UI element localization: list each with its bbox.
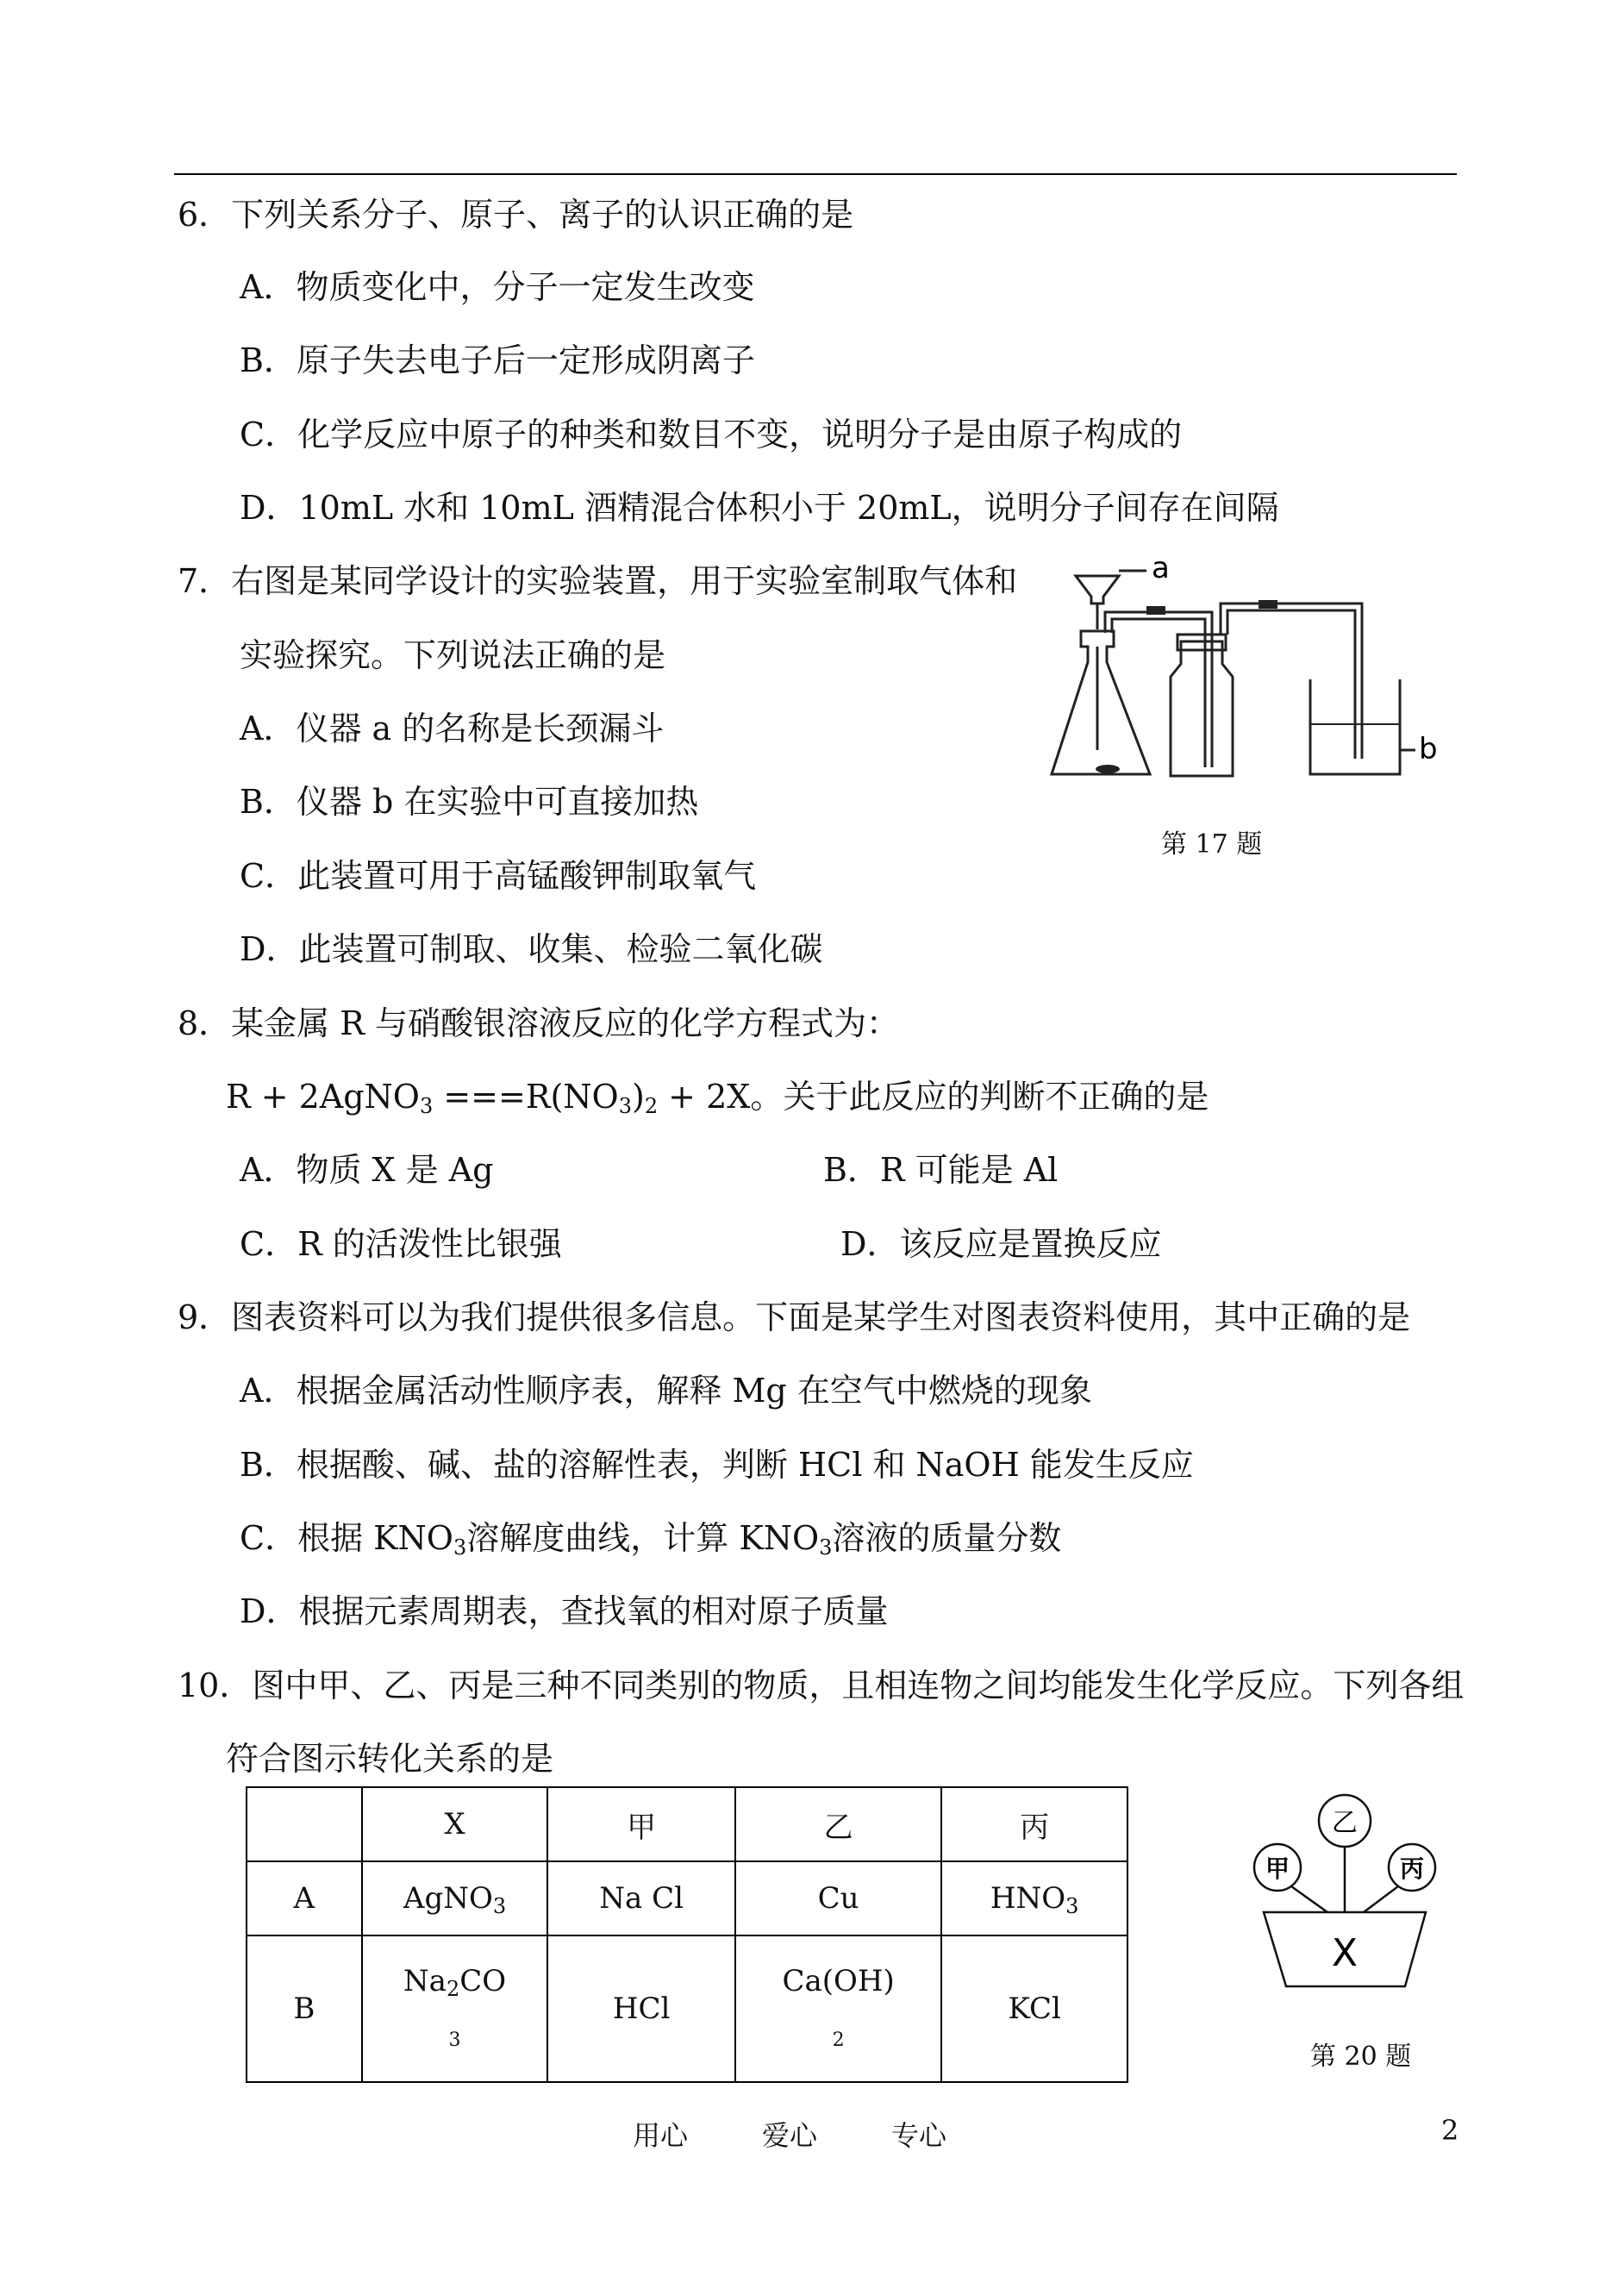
- row-label: A: [247, 1861, 362, 1935]
- cell-bing: $HNO_3$: [941, 1861, 1127, 1935]
- bing-label: 丙: [1399, 1854, 1425, 1883]
- q7-stem-2: 实验探究。下列说法正确的是: [240, 636, 666, 674]
- q10-stem-1: 10．图中甲、乙、丙是三种不同类别的物质，且相连物之间均能发生化学反应。下列各组: [178, 1667, 1465, 1704]
- table-header-cell: [247, 1787, 362, 1861]
- q9-option-a: A．根据金属活动性顺序表，解释 Mg 在空气中燃烧的现象: [240, 1372, 1092, 1410]
- q10-stem-2: 符合图示转化关系的是: [226, 1740, 554, 1778]
- page-number: 2: [1441, 2114, 1459, 2147]
- cell-x: $Na_2CO$ 3: [362, 1935, 548, 2082]
- q10-diagram: [1241, 1790, 1448, 2014]
- table-header-row: [247, 1787, 1127, 1861]
- q7-option-d: D．此装置可制取、收集、检验二氧化碳: [240, 930, 823, 968]
- table-row-a: [247, 1861, 1127, 1935]
- q10-answer-table: [246, 1786, 1128, 2083]
- q7-stem-1: 7．右图是某同学设计的实验装置，用于实验室制取气体和: [178, 562, 1018, 600]
- table-header-cell: 甲: [547, 1787, 735, 1861]
- x-label: X: [1331, 1931, 1359, 1975]
- q7-option-b: B．仪器 b 在实验中可直接加热: [240, 783, 699, 821]
- q6-option-b: B．原子失去电子后一定形成阴离子: [240, 341, 755, 379]
- cell-jia: HCl: [547, 1935, 735, 2082]
- q7-figure-caption: 第 17 题: [1161, 829, 1263, 860]
- q8-option-c: C．R 的活泼性比银强: [240, 1225, 562, 1263]
- q6-option-c: C．化学反应中原子的种类和数目不变，说明分子是由原子构成的: [240, 416, 1183, 453]
- q8-option-d: D．该反应是置换反应: [840, 1225, 1162, 1263]
- table-header-cell: 乙: [735, 1787, 941, 1861]
- q9-option-d: D．根据元素周期表，查找氧的相对原子质量: [240, 1592, 889, 1630]
- footer-word-2: 爱心: [762, 2119, 818, 2152]
- q8-option-a: A．物质 X 是 Ag: [240, 1151, 494, 1189]
- q8-stem: 8．某金属 R 与硝酸银溶液反应的化学方程式为：: [178, 1004, 899, 1042]
- q9-stem: 9．图表资料可以为我们提供很多信息。下面是某学生对图表资料使用，其中正确的是: [178, 1298, 1411, 1336]
- table-header-cell: X: [362, 1787, 548, 1861]
- cell-x: AgNO$_3$: [362, 1861, 548, 1935]
- row-label: B: [247, 1935, 362, 2082]
- q6-option-d: D．10mL 水和 10mL 酒精混合体积小于 20mL，说明分子间存在间隔: [240, 489, 1279, 527]
- funnel-shape: [1076, 576, 1119, 603]
- label-a: a: [1152, 551, 1170, 585]
- q9-option-c: C．根据 $KNO_3$溶解度曲线，计算 $KNO_3$溶液的质量分数: [240, 1519, 1062, 1560]
- footer-word-1: 用心: [633, 2119, 689, 2152]
- q9-option-b: B．根据酸、碱、盐的溶解性表，判断 HCl 和 NaOH 能发生反应: [240, 1446, 1194, 1484]
- q8-option-b: B．R 可能是 Al: [823, 1151, 1059, 1189]
- footer-word-3: 专心: [891, 2119, 947, 2152]
- table-header-cell: 丙: [941, 1787, 1127, 1861]
- q10-figure-caption: 第 20 题: [1310, 2042, 1412, 2072]
- q7-option-a: A．仪器 a 的名称是长颈漏斗: [240, 710, 665, 747]
- q8-equation: R + 2AgNO$_3$ $===R(NO_3)_2 + 2X$。关于此反应的判断不正确的是: [226, 1078, 1209, 1118]
- yi-label: 乙: [1332, 1808, 1358, 1838]
- label-b: b: [1419, 732, 1438, 766]
- jia-label: 甲: [1265, 1854, 1290, 1883]
- cell-jia: Na Cl: [547, 1861, 735, 1935]
- q6-option-a: A．物质变化中，分子一定发生改变: [240, 268, 755, 306]
- q6-stem: 6．下列关系分子、原子、离子的认识正确的是: [178, 196, 854, 234]
- header-rule: [174, 173, 1457, 175]
- lab-apparatus-figure: [1052, 551, 1438, 802]
- cell-yi: Cu: [735, 1861, 941, 1935]
- cell-bing: KCl: [941, 1935, 1127, 2082]
- table-row-b: [247, 1935, 1127, 2082]
- q7-option-c: C．此装置可用于高锰酸钾制取氧气: [240, 857, 757, 895]
- cell-yi: Ca(OH) 2: [735, 1935, 941, 2082]
